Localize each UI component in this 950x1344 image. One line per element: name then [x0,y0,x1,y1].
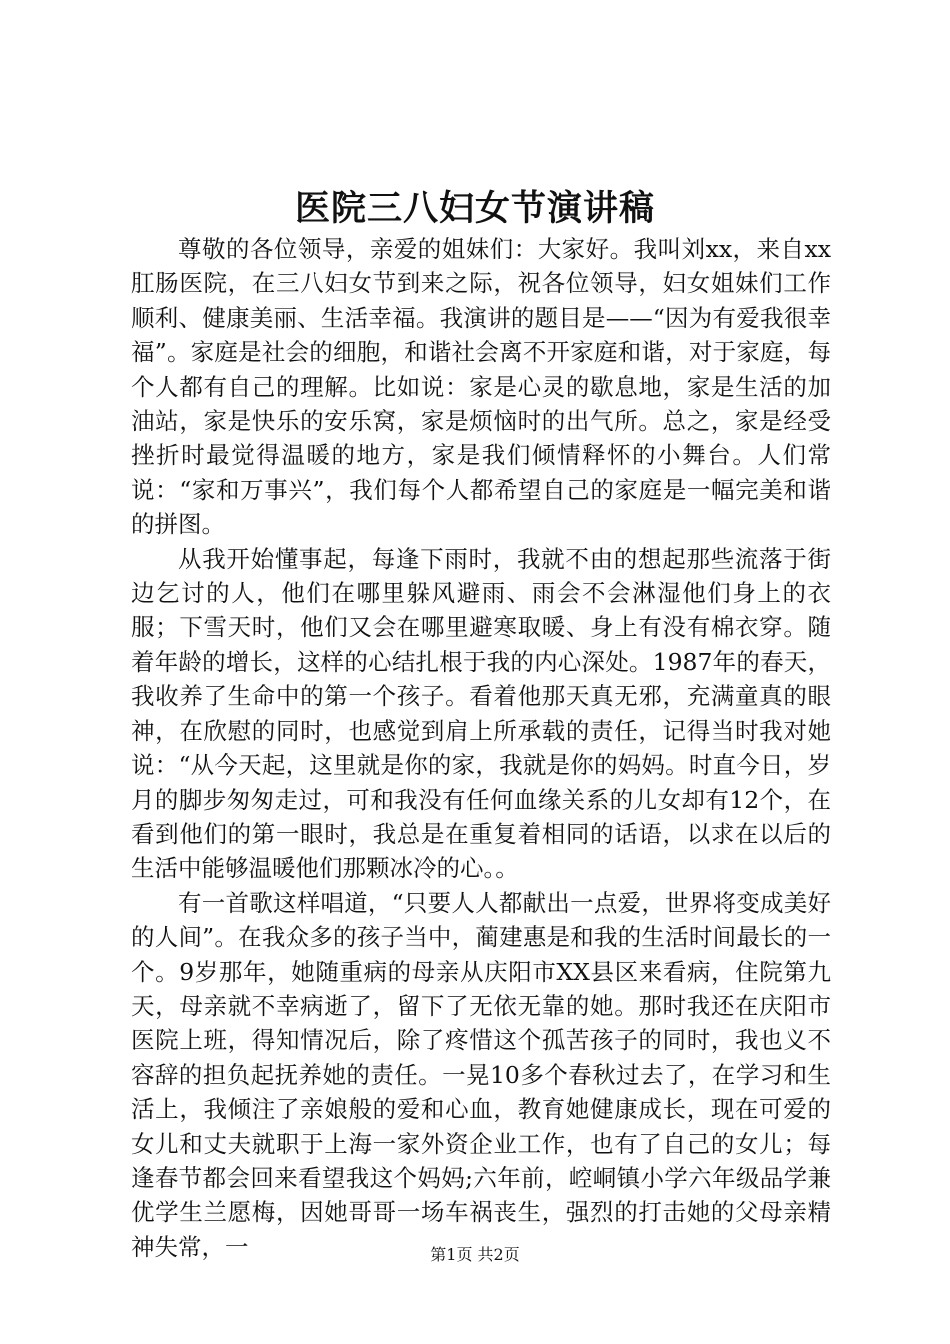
body-paragraph: 尊敬的各位领导，亲爱的姐妹们：大家好。我叫刘xx，来自xx肛肠医院，在三八妇女节到来之际，祝各位领导，妇女姐妹们工作顺利、健康美丽、生活幸福。我演讲的题目是——“因为有爱我很幸福”。家庭是社会的细胞，和谐社会离不开家庭和谐，对于家庭，每个人都有自己的理解。比如说：家是心灵的歇息地，家是生活的加油站，家是快乐的安乐窝，家是烦恼时的出气所。总之，家是经受挫折时最觉得温暖的地方，家是我们倾情释怀的小舞台。人们常说：“家和万事兴”，我们每个人都希望自己的家庭是一幅完美和谐的拼图。 [131,235,831,539]
document-body [131,232,831,1264]
document-title: 医院三八妇女节演讲稿 [294,188,655,229]
body-paragraph: 有一首歌这样唱道，“只要人人都献出一点爱，世界将变成美好的人间”。在我众多的孩子当中，蔺建惠是和我的生活时间最长的一个。9岁那年，她随重病的母亲从庆阳市XX县区来看病，住院第九天，母亲就不幸病逝了，留下了无依无靠的她。那时我还在庆阳市医院上班，得知情况后，除了疼惜这个孤苦孩子的同时，我也义不容辞的担负起抚养她的责任。一晃10多个春秋过去了，在学习和生活上，我倾注了亲娘般的爱和心血，教育她健康成长，现在可爱的女儿和丈夫就职于上海一家外资企业工作，也有了自己的女儿；每逢春节都会回来看望我这个妈妈;六年前，崆峒镇小学六年级品学兼优学生兰愿梅，因她哥哥一场车祸丧生，强烈的打击她的父母亲精神失常，一 [131,888,831,1261]
page-footer: 第1页 共2页 [430,1245,520,1264]
body-paragraph: 从我开始懂事起，每逢下雨时，我就不由的想起那些流落于街边乞讨的人，他们在哪里躲风避雨、雨会不会淋湿他们身上的衣服；下雪天时，他们又会在哪里避寒取暖、身上有没有棉衣穿。随着年龄的增长，这样的心结扎根于我的内心深处。1987年的春天，我收养了生命中的第一个孩子。看着他那天真无邪，充满童真的眼神，在欣慰的同时，也感觉到肩上所承载的责任，记得当时我对她说：“从今天起，这里就是你的家，我就是你的妈妈。时直今日，岁月的脚步匆匆走过，可和我没有任何血缘关系的儿女却有12个，在看到他们的第一眼时，我总是在重复着相同的话语，以求在以后的生活中能够温暖他们那颗冰冷的心。。 [131,544,831,883]
